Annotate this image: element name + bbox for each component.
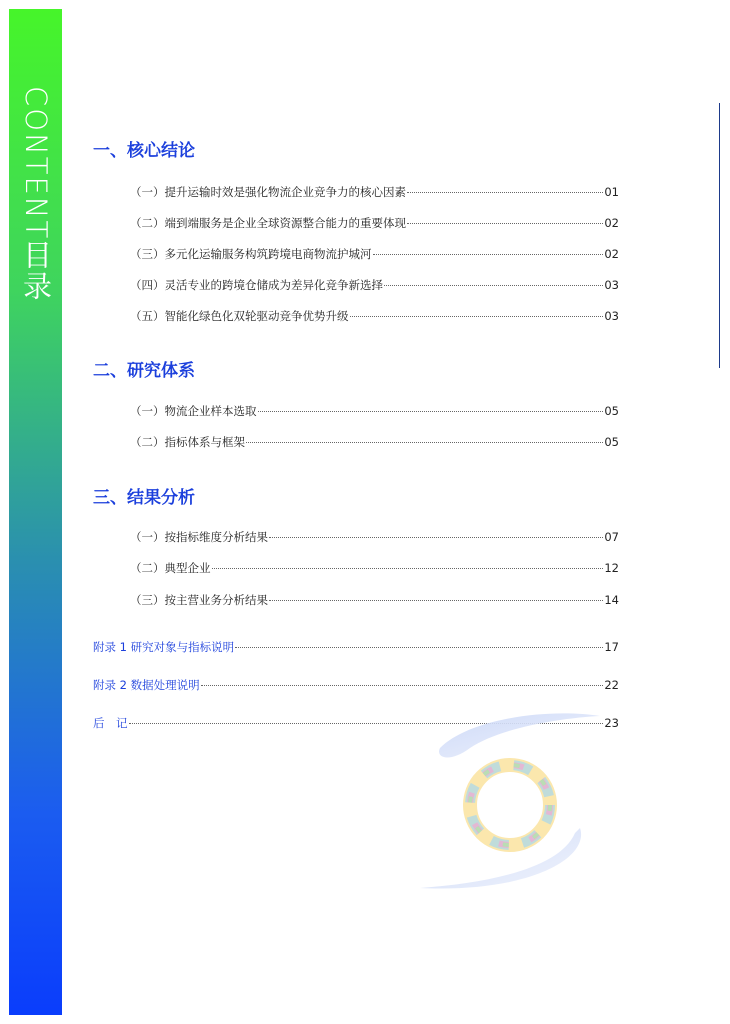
- toc-item[interactable]: [130, 529, 619, 545]
- toc-appendix-2[interactable]: [93, 677, 619, 693]
- toc-item-page: 03: [604, 278, 619, 292]
- toc-item[interactable]: [130, 403, 619, 419]
- toc-item-page: 22: [604, 678, 619, 692]
- leader-dots: [407, 192, 603, 193]
- toc-item-label: （一）提升运输时效是强化物流企业竞争力的核心因素: [130, 185, 406, 199]
- toc-item[interactable]: [130, 277, 619, 293]
- leader-dots: [235, 647, 603, 648]
- toc-item-page: 12: [604, 561, 619, 575]
- toc-item-page: 14: [604, 593, 619, 607]
- toc-item-page: 05: [604, 435, 619, 449]
- section-title-results-analysis: 三、结果分析: [93, 488, 195, 508]
- sidebar-title: CONTENT目录: [19, 86, 53, 303]
- leader-dots: [258, 411, 604, 412]
- section-title-research-system: 二、研究体系: [93, 361, 195, 381]
- toc-item-label: 附录 1 研究对象与指标说明: [93, 640, 235, 654]
- leader-dots: [269, 537, 603, 538]
- toc-item-label: （一）物流企业样本选取: [130, 404, 257, 418]
- toc-item-label: （二）端到端服务是企业全球资源整合能力的重要体现: [130, 216, 406, 230]
- leader-dots: [350, 316, 604, 317]
- toc-item-page: 23: [604, 716, 619, 730]
- toc-item-label: （二）典型企业: [130, 561, 211, 575]
- toc-item-page: 02: [604, 216, 619, 230]
- toc-item-page: 02: [604, 247, 619, 261]
- toc-item-label: （二）指标体系与框架: [130, 435, 245, 449]
- toc-item-page: 17: [604, 640, 619, 654]
- toc-item-label: （五）智能化绿色化双轮驱动竞争优势升级: [130, 309, 349, 323]
- toc-item-label: （一）按指标维度分析结果: [130, 530, 268, 544]
- toc-item-label: 附录 2 数据处理说明: [93, 678, 200, 692]
- toc-item-page: 07: [604, 530, 619, 544]
- leader-dots: [407, 223, 603, 224]
- section-title-core-conclusions: 一、核心结论: [93, 141, 195, 161]
- right-divider: [719, 103, 720, 368]
- leader-dots: [246, 442, 603, 443]
- toc-item-label: （四）灵活专业的跨境仓储成为差异化竞争新选择: [130, 278, 383, 292]
- toc-item-label: 后 记: [93, 716, 128, 730]
- toc-appendix-1[interactable]: [93, 639, 619, 655]
- leader-dots: [269, 600, 603, 601]
- toc-item-page: 03: [604, 309, 619, 323]
- toc-item[interactable]: [130, 560, 619, 576]
- leader-dots: [384, 285, 603, 286]
- toc-item[interactable]: [130, 592, 619, 608]
- toc-item[interactable]: [130, 246, 619, 262]
- toc-item-page: 05: [604, 404, 619, 418]
- toc-item[interactable]: [130, 308, 619, 324]
- toc-item[interactable]: [130, 184, 619, 200]
- toc-item-label: （三）多元化运输服务构筑跨境电商物流护城河: [130, 247, 372, 261]
- toc-item-label: （三）按主营业务分析结果: [130, 593, 268, 607]
- leader-dots: [212, 568, 604, 569]
- toc-item[interactable]: [130, 434, 619, 450]
- decorative-swirl-logo: [410, 708, 610, 908]
- toc-item-page: 01: [604, 185, 619, 199]
- leader-dots: [373, 254, 604, 255]
- leader-dots: [201, 685, 604, 686]
- toc-item[interactable]: [130, 215, 619, 231]
